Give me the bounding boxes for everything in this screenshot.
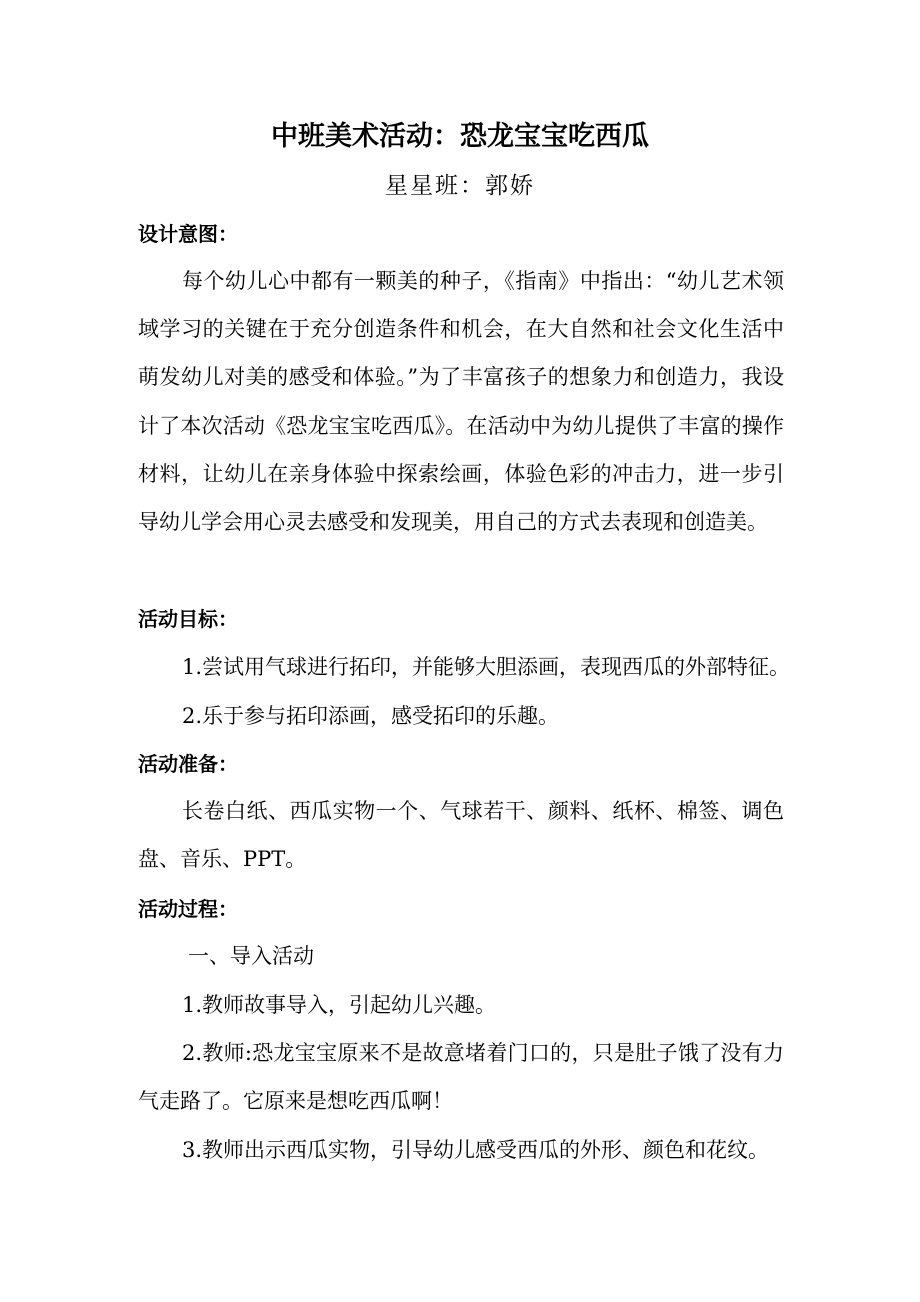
page-title: 中班美术活动：恐龙宝宝吃西瓜 — [271, 121, 649, 152]
design-paragraph: 每个幼儿心中都有一颗美的种子，《指南》中指出：“幼儿艺术领域学习的关键在于充分创造条件和机会，在大自然和社会文化生活中萌发幼儿对美的感受和体验。”为了丰富孩子的想象力和创造力，我设计了本次活动《恐龙宝宝吃西瓜》。在活动中为幼儿提供了丰富的操作材料，让幼儿在亲身体验中探索绘画，体验色彩的冲击力，进一步引导幼儿学会用心灵去感受和发现美，用自己的方式去表现和创造美。 — [138, 269, 784, 535]
goal-item-2: 2.乐于参与拓印添画，感受拓印的乐趣。 — [182, 704, 560, 728]
process-item-3: 3.教师出示西瓜实物，引导幼儿感受西瓜的外形、颜色和花纹。 — [182, 1138, 770, 1162]
author-line: 星星班：郭娇 — [385, 173, 535, 199]
section-heading-goals: 活动目标： — [138, 607, 238, 631]
process-subheading: 一、导入活动 — [188, 944, 314, 968]
section-heading-prep: 活动准备： — [138, 752, 238, 776]
process-item-1: 1.教师故事导入，引起幼儿兴趣。 — [182, 993, 497, 1017]
prep-paragraph: 长卷白纸、西瓜实物一个、气球若干、颜料、纸杯、棉签、调色盘、音乐、PPT。 — [138, 799, 784, 872]
section-heading-process: 活动过程： — [138, 897, 238, 921]
goal-item-1: 1.尝试用气球进行拓印，并能够大胆添画，表现西瓜的外部特征。 — [182, 655, 791, 679]
section-heading-design: 设计意图： — [138, 222, 238, 246]
process-item-2: 2.教师:恐龙宝宝原来不是故意堵着门口的，只是肚子饿了没有力气走路了。它原来是想吃西瓜啊！ — [138, 1041, 784, 1114]
